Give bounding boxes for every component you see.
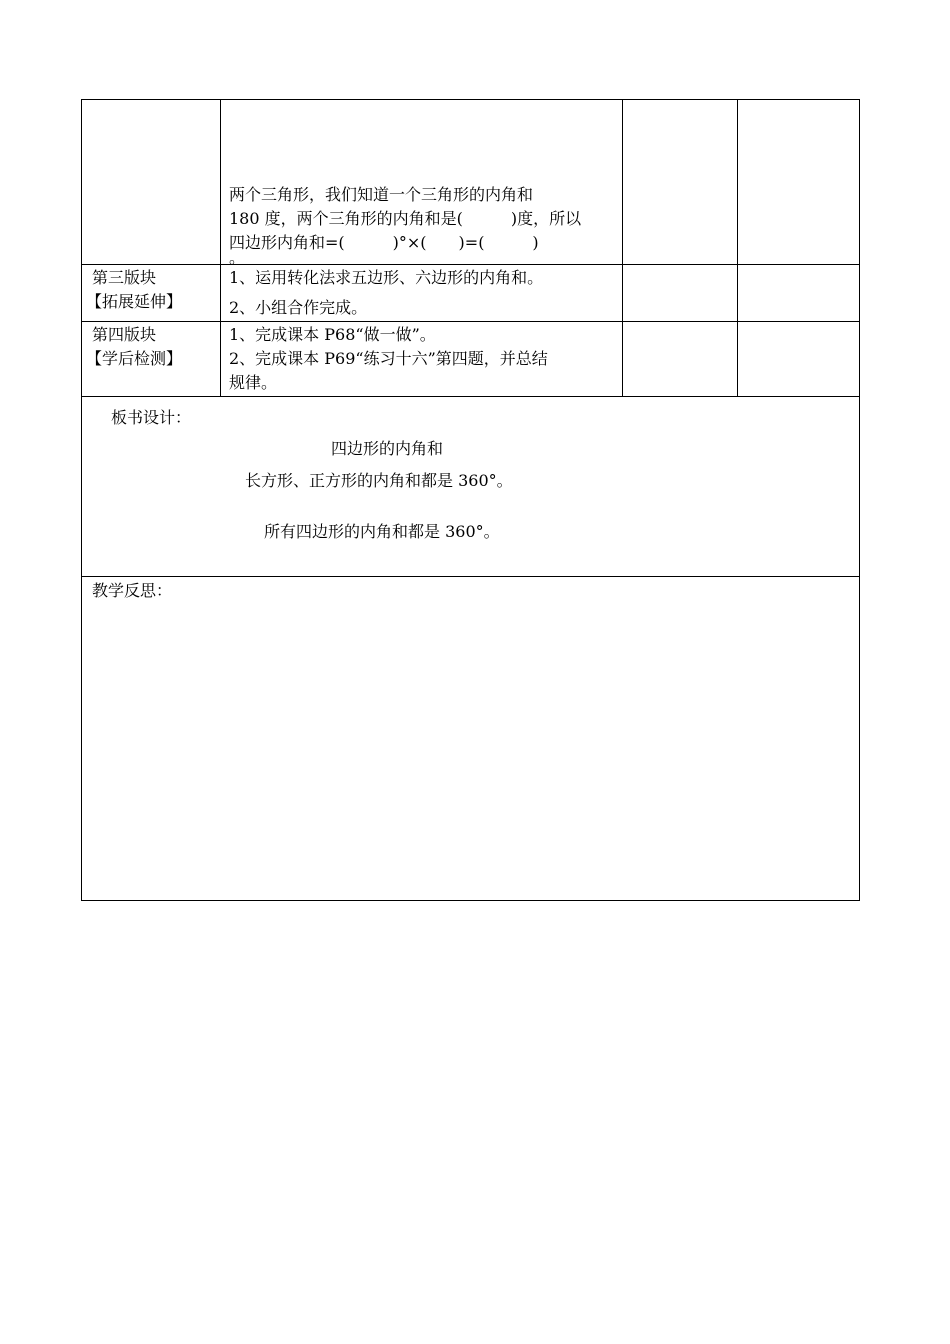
intro-line-3: 四边形内角和=( )°×( )=( ) xyxy=(229,233,539,252)
board-design-line-1: 长方形、正方形的内角和都是 360°。 xyxy=(245,471,513,490)
column-divider-2 xyxy=(622,100,623,397)
board-design-title: 四边形的内角和 xyxy=(331,439,444,458)
section-three-item-2: 2、小组合作完成。 xyxy=(229,298,368,317)
section-four-label: 第四版块 xyxy=(92,325,157,344)
row-divider-1 xyxy=(82,264,859,265)
section-four-item-2-cont: 规律。 xyxy=(229,373,278,392)
board-design-label: 板书设计： xyxy=(111,408,192,427)
row-divider-2 xyxy=(82,321,859,322)
row-divider-3 xyxy=(82,396,859,397)
column-divider-1 xyxy=(220,100,221,397)
column-divider-3 xyxy=(737,100,738,397)
section-three-label: 第三版块 xyxy=(92,268,157,287)
intro-line-1: 两个三角形，我们知道一个三角形的内角和 xyxy=(229,185,534,204)
intro-line-2: 180 度，两个三角形的内角和是( )度，所以 xyxy=(229,209,582,228)
row-divider-4 xyxy=(82,576,859,577)
section-four-item-1: 1、完成课本 P68“做一做”。 xyxy=(229,325,436,344)
board-design-line-2: 所有四边形的内角和都是 360°。 xyxy=(264,522,500,541)
teaching-reflection-label: 教学反思： xyxy=(92,581,173,600)
section-three-item-1: 1、运用转化法求五边形、六边形的内角和。 xyxy=(229,268,544,287)
intro-line-4: 。 xyxy=(229,248,246,267)
lesson-plan-table xyxy=(81,99,860,901)
section-three-title: 【拓展延伸】 xyxy=(86,292,183,311)
section-four-item-2: 2、完成课本 P69“练习十六”第四题，并总结 xyxy=(229,349,548,368)
section-four-title: 【学后检测】 xyxy=(86,349,183,368)
